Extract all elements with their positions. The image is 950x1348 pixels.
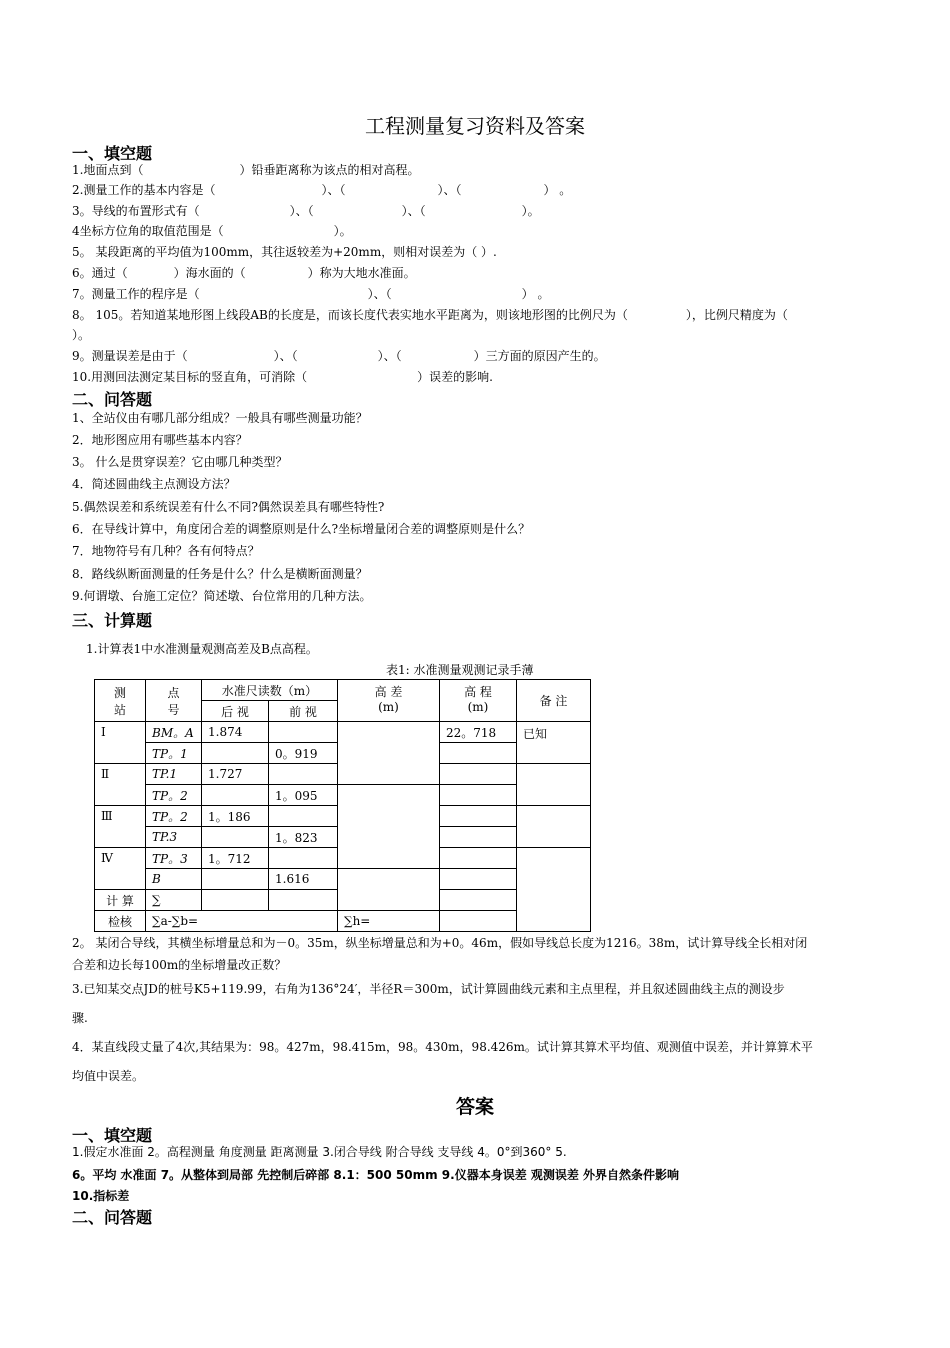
table-row <box>95 869 591 890</box>
elevation-cell <box>440 890 517 911</box>
elevation-cell: 22。718 <box>440 722 517 743</box>
answers-line-3: 10.指标差 <box>72 1189 130 1203</box>
text: ）。 <box>521 204 540 218</box>
fore-sight-cell: 1。095 <box>269 785 338 806</box>
text: 测 <box>113 685 126 700</box>
back-sight-cell <box>202 869 269 890</box>
text: ），比例尺精度为（ <box>685 308 788 322</box>
elevation-cell <box>440 869 517 890</box>
text: ）海水面的（ <box>173 266 246 280</box>
fill-question-7 <box>72 287 549 302</box>
qa-question-3: 3。 什么是贯穿误差？它由哪几种类型？ <box>72 455 288 469</box>
text: 1.地面点到（ <box>72 163 144 177</box>
point-cell: TP。3 <box>146 848 202 869</box>
back-sight-cell: 1.874 <box>202 722 269 743</box>
table-header-row <box>95 680 591 701</box>
point-cell: TP.1 <box>146 764 202 785</box>
table-check-row <box>95 911 591 932</box>
answers-line-2: 6。平均 水准面 7。从整体到局部 先控制后碎部 8.1：500 50mm 9.仪器本身误差 观测误差 外界自然条件影响 <box>72 1168 680 1182</box>
calc-problem-2: 2。 某闭合导线，其横坐标增量总和为－0。35m，纵坐标增量总和为+0。46m，假如导线总长度为1216。38m，试计算导线全长相对闭 <box>72 936 808 950</box>
header-fore-sight: 前 视 <box>269 701 338 722</box>
text: (m) <box>467 700 489 714</box>
text: ） 。 <box>543 183 572 197</box>
text: ）、（ <box>321 183 346 197</box>
back-sight-cell: 1。186 <box>202 806 269 827</box>
text: 9。测量误差是由于（ <box>72 349 188 363</box>
text: 点 <box>167 685 180 700</box>
header-back-sight: 后 视 <box>202 701 269 722</box>
fore-sight-cell: 0。919 <box>269 743 338 764</box>
document-title: 工程测量复习资料及答案 <box>365 114 585 138</box>
header-elevation <box>440 680 517 722</box>
text: ）三方面的原因产生的。 <box>473 349 606 363</box>
header-note: 备 注 <box>517 680 591 722</box>
fill-question-9 <box>72 349 606 364</box>
check-label: 检核 <box>95 911 146 932</box>
qa-question-6: 6．在导线计算中，角度闭合差的调整原则是什么?坐标增量闭合差的调整原则是什么？ <box>72 522 531 536</box>
point-cell: TP。2 <box>146 806 202 827</box>
station-cell: Ⅲ <box>95 806 146 848</box>
text: ） 。 <box>521 287 550 301</box>
text: 6。通过（ <box>72 266 128 280</box>
back-sight-cell <box>202 785 269 806</box>
point-cell: BM。A <box>146 722 202 743</box>
leveling-record-table <box>94 679 591 932</box>
header-height-diff <box>338 680 440 722</box>
text: 站 <box>113 702 126 717</box>
point-cell: TP.3 <box>146 827 202 848</box>
text: 高 差 <box>374 685 403 699</box>
header-reading: 水准尺读数（m） <box>202 680 338 701</box>
fore-sight-cell: 1.616 <box>269 869 338 890</box>
fill-question-2 <box>72 183 571 198</box>
table-row <box>95 722 591 743</box>
qa-question-5: 5.偶然误差和系统误差有什么不同?偶然误差具有哪些特性? <box>72 500 385 514</box>
fore-sight-cell <box>269 848 338 869</box>
point-cell: TP。2 <box>146 785 202 806</box>
answers-title: 答案 <box>455 1096 494 1118</box>
sum-ab-cell: ∑a-∑b= <box>146 911 338 932</box>
fore-sight-cell <box>269 806 338 827</box>
note-cell <box>517 806 591 848</box>
text: ）、（ <box>437 183 462 197</box>
elevation-cell <box>440 764 517 785</box>
elevation-cell <box>440 827 517 848</box>
elevation-cell <box>440 848 517 869</box>
calc-problem-3: 3.已知某交点JD的桩号K5+119.99，右角为136°24′，半径R＝300m，试计算圆曲线元素和主点里程，并且叙述圆曲线主点的测设步 <box>72 982 785 996</box>
section-heading-fill: 一、填空题 <box>72 144 153 163</box>
qa-question-9: 9.何谓墩、台施工定位？简述墩、台位常用的几种方法。 <box>72 589 372 603</box>
text: ）称为大地水准面。 <box>307 266 416 280</box>
point-cell: B <box>146 869 202 890</box>
answers-fill-heading: 一、填空题 <box>72 1126 153 1145</box>
text: ）、（ <box>367 287 392 301</box>
elevation-cell <box>440 785 517 806</box>
fore-sight-cell <box>269 764 338 785</box>
fill-question-10 <box>72 370 493 385</box>
text: ）铅垂距离称为该点的相对高程。 <box>239 163 420 177</box>
text: ）、（ <box>401 204 426 218</box>
header-point <box>146 680 202 722</box>
text: 10.用测回法测定某目标的竖直角，可消除（ <box>72 370 308 384</box>
back-sight-cell: 1.727 <box>202 764 269 785</box>
back-sum-cell <box>202 890 269 911</box>
qa-question-1: 1、全站仪由有哪几部分组成？一般具有哪些测量功能？ <box>72 411 368 425</box>
note-cell <box>517 848 591 932</box>
qa-question-8: 8．路线纵断面测量的任务是什么？什么是横断面测量？ <box>72 567 368 581</box>
fill-question-5: 5。 某段距离的平均值为100mm，其往返较差为+20mm，则相对误差为（ ）. <box>72 245 497 259</box>
qa-question-4: 4．简述圆曲线主点测设方法？ <box>72 477 236 491</box>
calc-problem-2-cont: 合差和边长每100m的坐标增量改正数？ <box>72 958 287 972</box>
calc-problem-3-cont: 骤. <box>72 1011 88 1025</box>
text: ）、（ <box>377 349 402 363</box>
point-cell: TP。1 <box>146 743 202 764</box>
elevation-cell <box>440 806 517 827</box>
qa-question-7: 7．地物符号有几种？各有何特点？ <box>72 544 260 558</box>
text: 高 程 <box>464 685 492 699</box>
height-diff-cell <box>338 869 440 911</box>
fill-question-1 <box>72 163 419 178</box>
text: 号 <box>167 702 180 717</box>
text: 2.测量工作的基本内容是（ <box>72 183 216 197</box>
text: ）、（ <box>289 204 314 218</box>
fill-question-3 <box>72 204 540 219</box>
back-sight-cell: 1。712 <box>202 848 269 869</box>
note-cell: 已知 <box>517 722 591 764</box>
station-cell: Ⅳ <box>95 848 146 890</box>
fore-sight-cell <box>269 722 338 743</box>
fill-question-8-cont: ）。 <box>72 328 91 342</box>
fore-sight-cell: 1。823 <box>269 827 338 848</box>
note-cell <box>517 764 591 806</box>
text: 7。测量工作的程序是（ <box>72 287 200 301</box>
back-sight-cell <box>202 827 269 848</box>
height-diff-cell <box>338 785 440 869</box>
text: (m) <box>378 700 399 714</box>
back-sight-cell <box>202 743 269 764</box>
text: 8。 105。若知道某地形图上线段AB的长度是，而该长度代表实地水平距离为，则该地形图的比例尺为（ <box>72 308 628 322</box>
calc-problem-4: 4．某直线段丈量了4次,其结果为：98。427m，98.415m，98。430m，98.426m。试计算其算术平均值、观测值中误差，并计算算术平 <box>72 1040 813 1054</box>
height-diff-cell <box>338 722 440 785</box>
text: ）、（ <box>273 349 298 363</box>
text: ）。 <box>333 224 352 238</box>
elevation-cell <box>440 743 517 764</box>
answers-qa-heading: 二、问答题 <box>72 1208 153 1227</box>
table-caption: 表1: 水准测量观测记录手薄 <box>386 663 534 677</box>
station-cell: Ⅰ <box>95 722 146 764</box>
calc-problem-1: 1.计算表1中水准测量观测高差及B点高程。 <box>86 642 318 656</box>
text: 3。导线的布置形式有（ <box>72 204 200 218</box>
qa-question-2: 2．地形图应用有哪些基本内容？ <box>72 433 248 447</box>
fore-sum-cell <box>269 890 338 911</box>
text: ）误差的影响. <box>417 370 493 384</box>
calc-problem-4-cont: 均值中误差。 <box>72 1069 145 1083</box>
answers-line-1: 1.假定水准面 2。高程测量 角度测量 距离测量 3.闭合导线 附合导线 支导线 4。0°到360° 5. <box>72 1145 567 1159</box>
sum-h-cell: ∑h= <box>338 911 440 932</box>
section-heading-calc: 三、计算题 <box>72 611 153 630</box>
fill-question-6 <box>72 266 416 281</box>
table-row <box>95 785 591 806</box>
elevation-cell <box>440 911 517 932</box>
text: 4坐标方位角的取值范围是（ <box>72 224 224 238</box>
fill-question-8 <box>72 308 788 323</box>
header-station <box>95 680 146 722</box>
check-label: 计 算 <box>95 890 146 911</box>
sum-cell: ∑ <box>146 890 202 911</box>
fill-question-4 <box>72 224 352 239</box>
section-heading-qa: 二、问答题 <box>72 390 153 409</box>
station-cell: Ⅱ <box>95 764 146 806</box>
